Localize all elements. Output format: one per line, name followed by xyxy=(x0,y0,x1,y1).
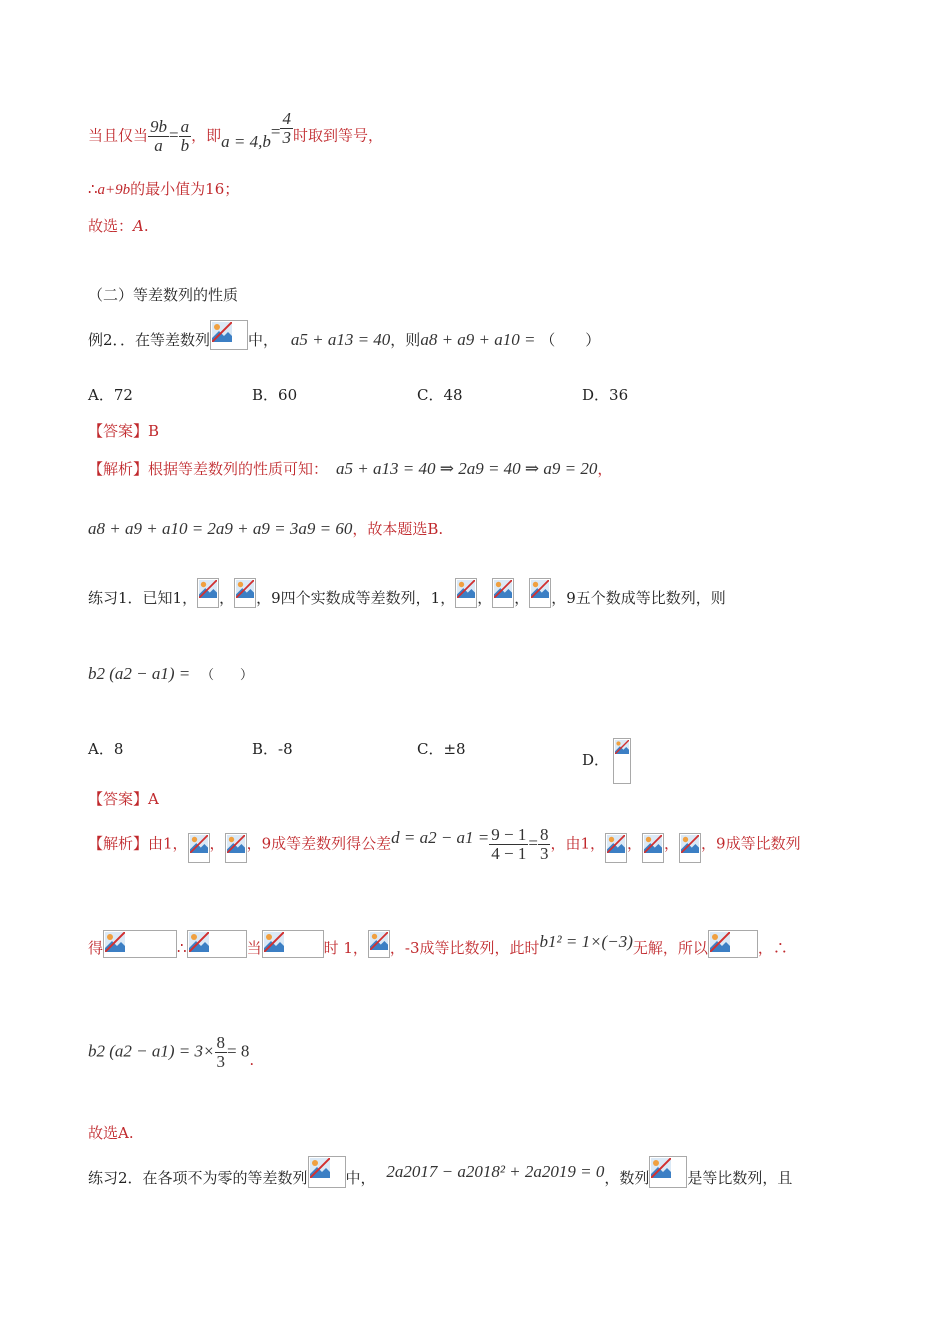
broken-image-icon xyxy=(210,320,248,350)
practice1-choice: 故选A. xyxy=(88,1124,134,1142)
practice1-expression: b2 (a2 − a1) = （ ） xyxy=(88,664,254,683)
example2-analysis-cont: a8 + a9 + a10 = 2a9 + a9 = 3a9 = 60，故本题选B. xyxy=(88,519,444,538)
broken-image-icon xyxy=(103,930,177,958)
practice1-final: b2 (a2 − a1) = 3× $\frac{8}{3}$ = 8. xyxy=(88,1033,255,1071)
broken-image-icon xyxy=(708,930,758,958)
practice1-analysis: 【解析】由1， ， ，9成等差数列得公差d = a2 − a1 = $\frac{9 - 1}{4 - 1}$ = $\frac{8}{3}$ ，由1， ， ， ，9成等比数列 xyxy=(88,825,801,863)
option-c: C．±8 xyxy=(417,740,466,758)
fraction-9-1-over-4-1: $\frac{9 - 1}{4 - 1}$ xyxy=(491,825,527,863)
broken-image-icon xyxy=(197,578,219,608)
option-d: D．36 xyxy=(582,386,629,404)
broken-image-icon xyxy=(649,1156,687,1188)
option-b: B．60 xyxy=(252,386,298,404)
option-b: B．-8 xyxy=(252,740,293,758)
option-d: D． xyxy=(582,738,631,784)
solution-line-equality: 当且仅当 $\frac{9b}{a}$ = $\frac{a}{b}$ ，即a = 4,b= $\frac{4}{3}$ 时取到等号， xyxy=(88,109,383,155)
practice1-answer: 【答案】A xyxy=(88,790,159,808)
example2-analysis: 【解析】根据等差数列的性质可知： a5 + a13 = 40 ⇒ 2a9 = 40 ⇒ a9 = 20， xyxy=(88,459,613,478)
practice2-question: 练习2．在各项不为零的等差数列 中， 2a2017 − a2018² + 2a2019 = 0，数列 是等比数列，且 xyxy=(88,1156,792,1188)
broken-image-icon xyxy=(187,930,247,958)
fraction-4-over-3: $\frac{4}{3}$ xyxy=(282,109,291,147)
option-c: C．48 xyxy=(417,386,463,404)
example2-answer: 【答案】B xyxy=(88,422,160,440)
fraction-8-over-3: $\frac{8}{3}$ xyxy=(539,825,549,863)
broken-image-icon xyxy=(529,578,551,608)
broken-image-icon xyxy=(234,578,256,608)
broken-image-icon xyxy=(368,930,390,958)
broken-image-icon xyxy=(308,1156,346,1188)
section-title: （二）等差数列的性质 xyxy=(88,286,239,304)
broken-image-icon xyxy=(642,833,664,863)
option-a: A．72 xyxy=(88,386,133,404)
option-a: A．8 xyxy=(88,740,124,758)
practice1-question: 练习1．已知1， ， ，9四个实数成等差数列，1， ， ， ，9五个数成等比数列，则 xyxy=(88,578,726,608)
practice1-analysis-cont: 得 ∴ 当 时 1， ，-3成等比数列，此时b1² = 1×(−3)无解，所以 ，∴ xyxy=(88,932,788,957)
broken-image-icon xyxy=(262,930,324,958)
broken-image-icon xyxy=(225,833,247,863)
solution-line-choice: 故选：A. xyxy=(88,217,149,235)
broken-image-icon xyxy=(613,738,631,784)
fraction-9b-over-a: $\frac{9b}{a}$ xyxy=(150,117,168,155)
broken-image-icon xyxy=(679,833,701,863)
example2-question: 例2．．在等差数列 中， a5 + a13 = 40，则a8 + a9 + a10 = （ ） xyxy=(88,320,600,350)
broken-image-icon xyxy=(492,578,514,608)
broken-image-icon xyxy=(455,578,477,608)
fraction-8-over-3: $\frac{8}{3}$ xyxy=(216,1033,225,1071)
broken-image-icon xyxy=(188,833,210,863)
solution-line-minimum: ∴a+9b的最小值为16； xyxy=(88,180,240,198)
fraction-a-over-b: $\frac{a}{b}$ xyxy=(180,117,190,155)
broken-image-icon xyxy=(605,833,627,863)
